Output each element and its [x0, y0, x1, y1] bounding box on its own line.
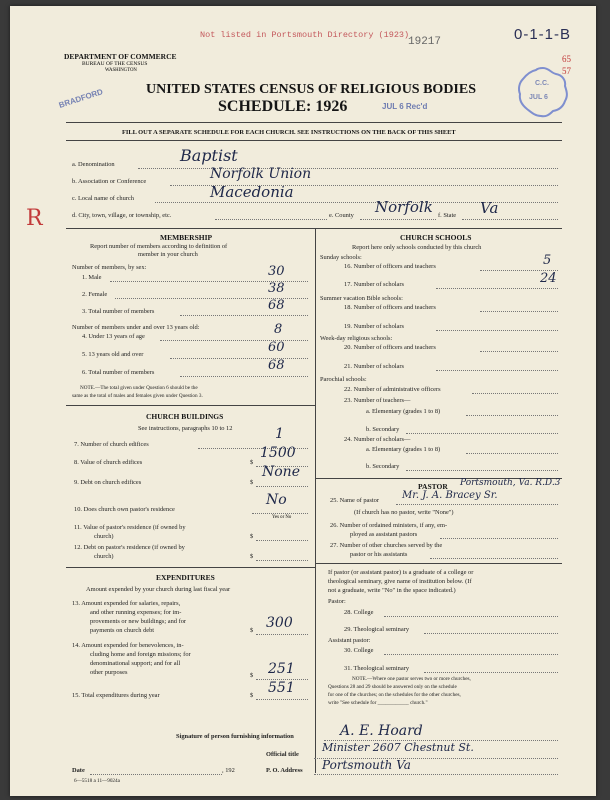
q18-label: 18. Number of officers and teachers [344, 304, 436, 311]
q13-line4: payments on church debt [90, 627, 155, 634]
denomination-value: Baptist [180, 146, 238, 165]
q14-line3: denominational support; and for all [90, 660, 181, 667]
q8-label: 8. Value of church edifices [74, 459, 143, 466]
q20-label: 20. Number of officers and teachers [344, 344, 436, 351]
q11-label: 11. Value of pastor's residence (if owned by [74, 524, 186, 531]
red-number-2: 57 [562, 66, 571, 76]
q8-value: 1500 [260, 445, 296, 461]
q23a-label: a. Elementary (grades 1 to 8) [366, 408, 441, 415]
q26-label-2: ployed as assistant pastors [350, 531, 418, 538]
q3-value: 68 [268, 298, 285, 313]
q17-value: 24 [540, 271, 557, 286]
q15-label: 15. Total expenditures during year [72, 692, 160, 699]
q5-label: 5. 13 years old and over [82, 351, 144, 358]
buildings-heading: CHURCH BUILDINGS [146, 412, 224, 421]
q10-value: No [266, 492, 287, 508]
q23b-label: b. Secondary [366, 426, 400, 433]
q24b-label: b. Secondary [366, 463, 400, 470]
q5-value: 60 [268, 340, 285, 355]
cc-date: JUL 6 [529, 94, 548, 101]
signature-label: Signature of person furnishing information [176, 733, 294, 740]
q10-label: 10. Does church own pastor's residence [74, 506, 175, 513]
q13-value: 300 [266, 615, 293, 631]
q1-value: 30 [268, 264, 285, 279]
bureau: BUREAU OF THE CENSUS [82, 61, 148, 67]
department: DEPARTMENT OF COMMERCE [64, 52, 177, 61]
q24a-label: a. Elementary (grades 1 to 8) [366, 446, 441, 453]
q2-value: 38 [268, 281, 285, 296]
q7-label: 7. Number of church edifices [74, 441, 149, 448]
form-codes: 6—5518 a 11—9024a [74, 778, 120, 784]
classification-code: 0-1-1-B [514, 26, 572, 43]
instruction-line: FILL OUT A SEPARATE SCHEDULE FOR EACH CHURCH. SEE INSTRUCTIONS ON THE BACK OF THIS SHEET [122, 129, 456, 136]
q12-label: 12. Debt on pastor's residence (if owned by [74, 544, 185, 551]
membership-sub1: Report number of members according to definition of [90, 243, 228, 250]
q13-line2: and other running expenses; for im- [90, 609, 182, 616]
cc-stamp-shape [515, 64, 571, 120]
cc-label: C.C. [535, 80, 549, 87]
serial-number: 19217 [408, 36, 442, 48]
association-label: b. Association or Conference [72, 178, 147, 185]
pastor-note2: Questions 28 and 29 should be answered only on the schedule [328, 684, 457, 690]
membership-sub2: member in your church [138, 251, 198, 258]
q26-label: 26. Number of ordained ministers, if any, em- [330, 522, 448, 529]
expenditures-sub: Amount expended by your church during last fiscal year [86, 586, 231, 593]
pastor-heading: PASTOR [418, 482, 448, 491]
q13-line3: provements or new buildings; and for [90, 618, 187, 625]
q19-label: 19. Number of scholars [344, 323, 404, 330]
assistant-sub-label: Assistant pastor: [328, 637, 371, 644]
q4-value: 8 [274, 322, 283, 337]
schedule-title: SCHEDULE: 1926 [218, 98, 348, 115]
q14-line1: 14. Amount expended for benevolences, in- [72, 642, 184, 649]
q2-label: 2. Female [82, 291, 108, 298]
q24-label: 24. Number of scholars— [344, 436, 411, 443]
q14-value: 251 [268, 661, 295, 677]
q25-note: (If church has no pastor, write "None") [354, 509, 454, 516]
q9-value: None [262, 464, 300, 480]
q27-label-2: pastor or his assistants [350, 551, 408, 558]
census-schedule-page: Not listed in Portsmouth Directory (1923) 19217 0-1-1-B 65 57 C.C. JUL 6 DEPARTMENT OF COMMERCE BUREAU OF THE CENSUS WASHINGTON BRADFORD UNITED STATES CENSUS OF RELIGIOUS BODIES SCHEDULE: 1926 JUL 6 Rec'd FILL OUT A SEPARATE SCHEDULE FOR EACH CHURCH. SEE INSTRUCTIONS ON THE BACK OF THIS SHEET R a. Denomination Baptist b. Association or Conference Norfolk Union c. Local name of church Macedonia d. City, town, village, or township, etc. e. County Norfolk f. State Va MEMBERSHIP Report number of members according to definition of member in your church Number of members, by sex: 1. Male 30 2. Female 38 3. Total number of members 68 Number of members under and over 13 years old: 4. Under 13 years of age 8 5. 13 years old and over 60 6. Total number of members 68 NOTE.—The total given under Question 6 should be the same as the total of males and females given under Question 3. CHURCH BUILDINGS See instructions, paragraphs 10 to 12 7. Number of church edifices 1 8. Value of church edifices $ 1500 9. Debt on church edifices $ None 10. Does church own pastor's residence No Yes or No 11. Value of pastor's residence (if owned by church) $ 12. Debt on pastor's residence (if owned by church) $ EXPENDITURES Amount expended by your church during last fiscal year 13. Amount expended for salaries, repairs, and other running expenses; for im- provements or new buildings; and for payments on church debt $ 300 14. Amount expended for benevolences, in- cluding home and foreign missions; for denominational support; and for all other purposes $ 251 15. Total expenditures during year $ 551 CHURCH SCHOOLS Report here only schools conducted by this church Sunday schools: 16. Number of officers and teachers 5 17. Number of scholars 24 Summer vacation Bible schools: 18. Number of officers and teachers 19. Number of scholars Week-day religious schools: 20. Number of officers and teachers 21. Number of scholars Parochial schools: 22. Number of administrative officers 23. Number of teachers— a. Elementary (grades 1 to 8) b. Secondary 24. Number of scholars— a. Elementary (grades 1 to 8) b. Secondary PASTOR Portsmouth, Va. R.D.3 25. Name of pastor Mr. J. A. Bracey Sr. (If church has no pastor, write "None") 26. Number of ordained ministers, if any, em- ployed as assistant pastors 27. Number of other churches served by the pastor or his assistants If pastor (or assistant pastor) is a graduate of a college or theological seminary, give name of institution below. (If not a graduate, write "No" in the space indicated.) Pastor: 28. College 29. Theological seminary Assistant pastor: 30. College 31. Theological seminary NOTE.—Where one pastor serves two or more churches, Questions 28 and 29 should be answered only on the schedule for one of the churches; on the schedules for the other churches, write "See schedule for ____________ church." Signature of person furnishing information A. E. Hoard Official title Minister 2607 Chestnut St. Date , 192 P. O. Address Portsmouth Va 6—5518 a 11—9024a [10, 6, 596, 796]
expenditures-heading: EXPENDITURES [156, 573, 215, 582]
q4-label: 4. Under 13 years of age [82, 333, 145, 340]
q14-line4: other purposes [90, 669, 128, 676]
margin-r-mark: R [26, 206, 43, 231]
q17-label: 17. Number of scholars [344, 281, 404, 288]
q29-label: 29. Theological seminary [344, 626, 410, 633]
schools-sub: Report here only schools conducted by this church [352, 244, 482, 251]
red-number-1: 65 [562, 54, 571, 64]
q30-label: 30. College [344, 647, 374, 654]
not-listed-stamp: Not listed in Portsmouth Directory (1923) [200, 30, 410, 40]
local-name-value: Macedonia [210, 183, 294, 201]
q11-label-2: church) [94, 533, 114, 540]
state-label: f. State [438, 212, 457, 219]
grad-line2: theological seminary, give name of institution below. (If [328, 578, 472, 585]
q16-value: 5 [543, 253, 552, 268]
q25-value: Mr. J. A. Bracey Sr. [402, 490, 498, 501]
cc-round-stamp [515, 64, 571, 120]
grad-line1: If pastor (or assistant pastor) is a graduate of a college or [328, 569, 474, 576]
q15-value: 551 [268, 680, 295, 696]
q6-label: 6. Total number of members [82, 369, 155, 376]
official-title-label: Official title [266, 751, 299, 758]
county-value: Norfolk [375, 198, 433, 216]
date-year: , 192 [222, 767, 235, 774]
membership-note2: same as the total of males and females given under Question 3. [72, 393, 203, 399]
q12-label-2: church) [94, 553, 114, 560]
parochial-label: Parochial schools: [320, 376, 367, 383]
q9-label: 9. Debt on church edifices [74, 479, 142, 486]
official-title-value: Minister 2607 Chestnut St. [322, 741, 474, 754]
under13-label: Number of members under and over 13 years old: [72, 324, 200, 331]
q23-label: 23. Number of teachers— [344, 397, 411, 404]
pastor-note1: NOTE.—Where one pastor serves two or more churches, [352, 676, 471, 682]
q7-value: 1 [275, 426, 284, 442]
received-stamp: JUL 6 Rec'd [382, 102, 428, 111]
signature-value: A. E. Hoard [340, 723, 423, 739]
q31-label: 31. Theological seminary [344, 665, 410, 672]
q1-label: 1. Male [82, 274, 102, 281]
schools-heading: CHURCH SCHOOLS [400, 233, 472, 242]
city-label: d. City, town, village, or township, etc. [72, 212, 172, 219]
bradford-stamp: BRADFORD [57, 87, 105, 110]
membership-note1: NOTE.—The total given under Question 6 should be the [80, 385, 198, 391]
date-label: Date [72, 767, 85, 774]
membership-heading: MEMBERSHIP [160, 233, 213, 242]
po-address-label: P. O. Address [266, 767, 303, 774]
q13-line1: 13. Amount expended for salaries, repairs, [72, 600, 181, 607]
association-value: Norfolk Union [210, 166, 312, 182]
weekday-label: Week-day religious schools: [320, 335, 393, 342]
pastor-note3: for one of the churches; on the schedules for the other churches, [328, 692, 461, 698]
q25-label: 25. Name of pastor [330, 497, 379, 504]
buildings-sub: See instructions, paragraphs 10 to 12 [138, 425, 233, 432]
pastor-sub-label: Pastor: [328, 598, 346, 605]
city: WASHINGTON [105, 68, 137, 73]
q27-label: 27. Number of other churches served by the [330, 542, 443, 549]
q16-label: 16. Number of officers and teachers [344, 263, 436, 270]
sunday-label: Sunday schools: [320, 254, 362, 261]
pastor-note4: write "See schedule for ____________ church." [328, 700, 428, 706]
denomination-label: a. Denomination [72, 161, 115, 168]
pastor-address-note: Portsmouth, Va. R.D.3 [460, 478, 561, 488]
q21-label: 21. Number of scholars [344, 363, 404, 370]
q28-label: 28. College [344, 609, 374, 616]
state-value: Va [480, 199, 499, 217]
po-address-value: Portsmouth Va [322, 758, 411, 772]
summer-label: Summer vacation Bible schools: [320, 295, 403, 302]
local-name-label: c. Local name of church [72, 195, 134, 202]
grad-line3: not a graduate, write "No" in the space indicated.) [328, 587, 456, 594]
q14-line2: cluding home and foreign missions; for [90, 651, 191, 658]
yes-no-caption: Yes or No [272, 515, 292, 520]
q6-value: 68 [268, 358, 285, 373]
form-title: UNITED STATES CENSUS OF RELIGIOUS BODIES [146, 82, 477, 97]
q22-label: 22. Number of administrative officers [344, 386, 441, 393]
by-sex-label: Number of members, by sex: [72, 264, 147, 271]
q3-label: 3. Total number of members [82, 308, 155, 315]
county-label: e. County [329, 212, 354, 219]
